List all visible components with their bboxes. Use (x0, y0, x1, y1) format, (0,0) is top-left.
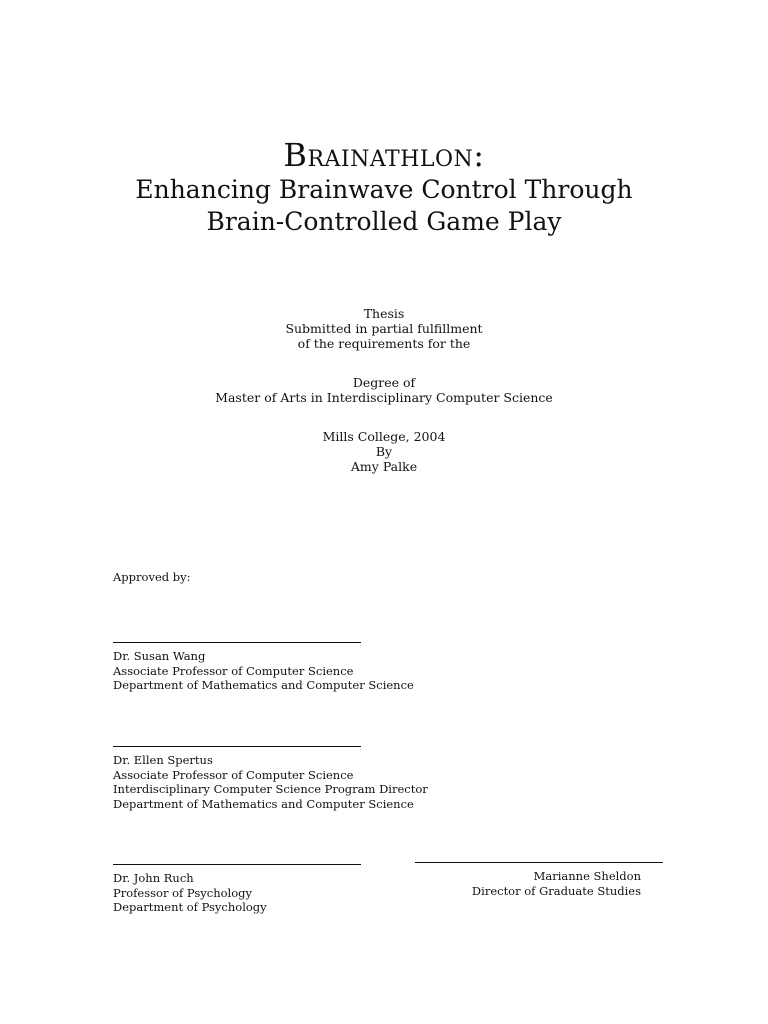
approved-by-label: Approved by: (113, 570, 191, 584)
signature-line (113, 746, 361, 747)
degree-block (0, 375, 768, 405)
degree-name: Master of Arts in Interdisciplinary Computer Science (215, 390, 553, 405)
signatory-title: Associate Professor of Computer Science (113, 767, 354, 782)
by-label: By (375, 444, 393, 459)
signatory-title: Professor of Psychology (113, 885, 252, 900)
institution-block (0, 429, 768, 474)
thesis-title: Brainathlon: (283, 136, 485, 174)
signature-block-ruch (113, 864, 361, 915)
thesis-submission-block (0, 306, 768, 351)
institution-year: Mills College, 2004 (322, 429, 446, 444)
requirements-statement: of the requirements for the (297, 336, 471, 351)
signatory-title: Associate Professor of Computer Science (113, 663, 354, 678)
thesis-subtitle-line-1: Enhancing Brainwave Control Through (135, 175, 633, 204)
signature-block-sheldon (415, 862, 663, 898)
thesis-label: Thesis (363, 306, 405, 321)
signatory-department: Department of Psychology (113, 900, 267, 914)
signature-block-spertus (113, 746, 428, 811)
signatory-name: Dr. Susan Wang (113, 649, 206, 663)
thesis-subtitle-line-2: Brain-Controlled Game Play (206, 207, 562, 236)
signatory-department: Department of Mathematics and Computer Science (113, 678, 414, 692)
author-name: Amy Palke (350, 459, 418, 474)
signature-line (113, 642, 361, 643)
signatory-role: Interdisciplinary Computer Science Program Director (113, 782, 428, 796)
signature-line (113, 864, 361, 865)
signatory-name: Dr. Ellen Spertus (113, 753, 213, 767)
signature-block-wang (113, 642, 414, 693)
signatory-name: Marianne Sheldon (533, 869, 641, 883)
degree-label: Degree of (352, 375, 416, 390)
signatory-name: Dr. John Ruch (113, 871, 194, 885)
submission-statement: Submitted in partial fulfillment (285, 321, 483, 336)
signatory-title: Director of Graduate Studies (471, 883, 641, 898)
signatory-department: Department of Mathematics and Computer Science (113, 796, 414, 811)
signature-line (415, 862, 663, 863)
